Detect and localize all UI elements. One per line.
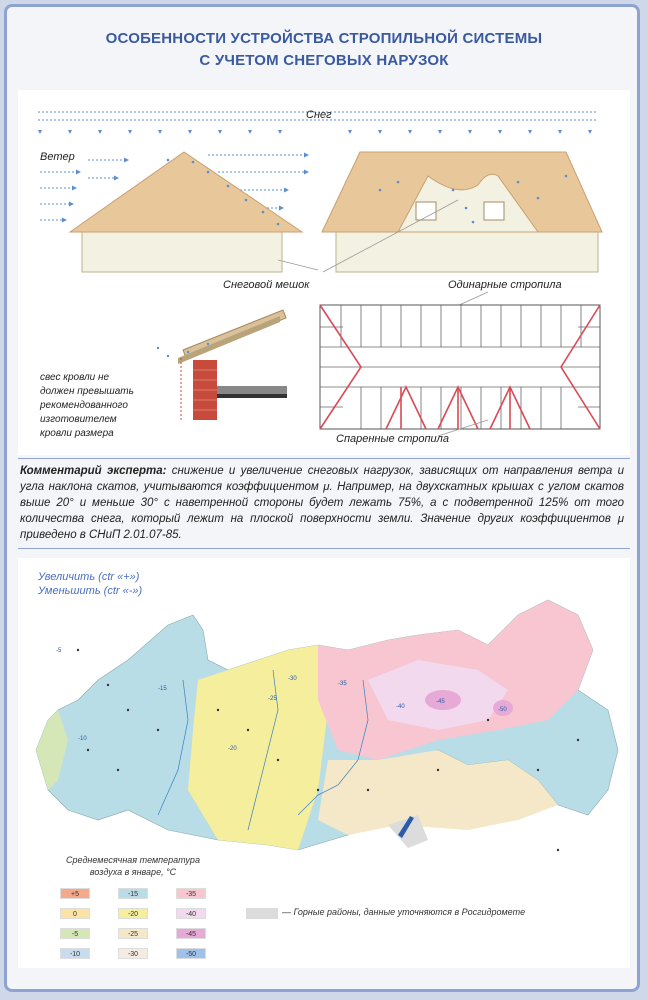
svg-text:-40: -40 [396,704,405,710]
svg-text:-10: -10 [78,736,87,742]
legend-item: 0 [60,908,90,919]
mountain-note: — Горные районы, данные уточняются в Росгидромете [282,907,526,917]
rafter-diagram [18,90,630,455]
svg-text:-30: -30 [288,676,297,682]
snow-arrow-heads [38,130,592,134]
svg-text:-35: -35 [338,681,347,687]
snow-label: Снег [306,109,332,121]
legend-item: -5 [60,928,90,939]
page-title-line1: ОСОБЕННОСТИ УСТРОЙСТВА СТРОПИЛЬНОЙ СИСТЕМЫ [105,30,543,47]
legend-item: -35 [176,888,206,899]
snow-bag-label: Снеговой мешок [223,279,310,291]
comment-text: снижение и увеличение снеговых нагрузок, зависящих от направления ветра и угла наклона скатов, учитываются коэффициентом μ. Например, на двухскатных крышах с углом скатов выше 20° и меньше 30° с наветренной стороны будет лежать 75%, а с подветренной 125% от того количества снега, который лежит на плоской поверхности земли. Значение других коэффициентов μ приведено в СНиП 2.01.07-85. [20,465,624,541]
paired-rafters-label: Спаренные стропила [336,433,449,445]
overhang-note-2: должен превышать [40,386,134,397]
zoom-in-link[interactable]: Увеличить (ctr «+») [38,571,140,583]
overhang-note-1: свес кровли не [40,372,110,383]
overhang-note-3: рекомендованного [40,400,128,411]
svg-text:-15: -15 [158,686,167,692]
legend-item: -15 [118,888,148,899]
legend-item: -10 [60,948,90,959]
overhang-note-4: изготовителем [40,414,117,425]
right-house-wall [336,230,598,272]
legend-item: -50 [176,948,206,959]
expert-comment [20,463,624,543]
left-house-roof [70,152,302,232]
legend-item: -30 [118,948,148,959]
svg-text:-5: -5 [56,648,62,654]
left-house-wall [82,230,282,272]
legend-title-line2: воздуха в январе, °C [89,867,177,877]
legend-item: -25 [118,928,148,939]
wind-label: Ветер [40,151,75,163]
rafter-diagram-panel [18,90,630,455]
comment-lead: Комментарий эксперта: [20,465,167,477]
legend-item: -45 [176,928,206,939]
legend-item: -20 [118,908,148,919]
overhang-note-5: кровли размера [40,428,114,439]
dormer-window-right [484,202,504,220]
mountain-swatch [246,908,278,919]
overhang-detail [157,310,287,420]
svg-text:-20: -20 [228,746,237,752]
comment-bottom-rule [18,548,630,549]
zoom-out-link[interactable]: Уменьшить (ctr «-») [38,585,143,597]
rafter-plan [320,305,600,429]
comment-top-rule [18,458,630,459]
legend-title-line1: Среднемесячная температура [66,855,200,865]
legend-item: -40 [176,908,206,919]
snow-bag-leader-left [278,260,318,270]
russia-temperature-map [18,590,630,855]
svg-text:-50: -50 [498,707,507,713]
svg-text:-45: -45 [436,699,445,705]
page-title-line2: С УЧЕТОМ СНЕГОВЫХ НАРУЗОК [199,52,449,69]
svg-text:-25: -25 [268,696,277,702]
legend-title [48,854,218,878]
legend-item: +5 [60,888,90,899]
single-rafters-label: Одинарные стропила [448,279,562,291]
